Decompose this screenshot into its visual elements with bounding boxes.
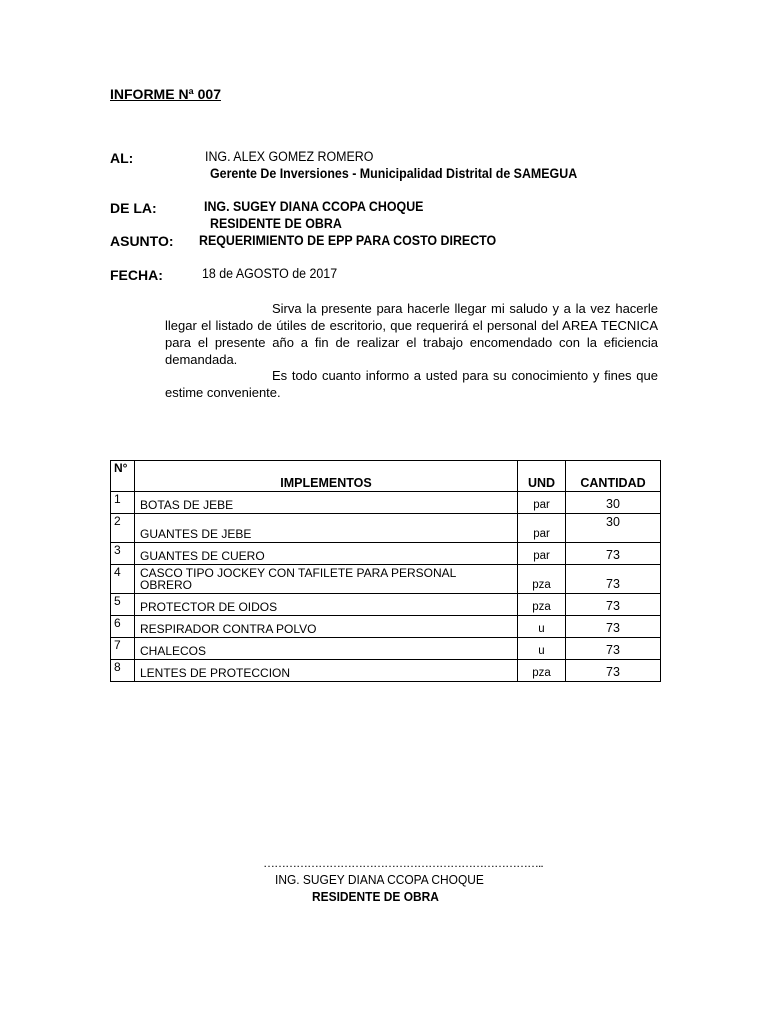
table-header-row bbox=[111, 461, 661, 492]
sender-position: RESIDENTE DE OBRA bbox=[210, 216, 342, 231]
table-row: 5 PROTECTOR DE OIDOS pza 73 bbox=[111, 594, 661, 616]
recipient-name: ING. ALEX GOMEZ ROMERO bbox=[205, 149, 374, 164]
signature-line: ………………………………………………………………….. bbox=[263, 856, 543, 870]
document-title: INFORME Nª 007 bbox=[110, 86, 221, 102]
signature-name: ING. SUGEY DIANA CCOPA CHOQUE bbox=[275, 872, 484, 887]
table-row: 4 CASCO TIPO JOCKEY CON TAFILETE PARA PERSONAL OBRERO pza 73 bbox=[111, 565, 661, 594]
table-row: 8 LENTES DE PROTECCION pza 73 bbox=[111, 660, 661, 682]
header-und: UND bbox=[518, 461, 566, 492]
header-num: N° bbox=[111, 461, 135, 492]
fecha-label: FECHA: bbox=[110, 267, 163, 283]
sender-name: ING. SUGEY DIANA CCOPA CHOQUE bbox=[204, 199, 424, 214]
de-label: DE LA: bbox=[110, 200, 157, 216]
subject-text: REQUERIMIENTO DE EPP PARA COSTO DIRECTO bbox=[199, 233, 497, 248]
body-paragraph-2: Es todo cuanto informo a usted para su conocimiento y fines que estime conveniente. bbox=[165, 368, 658, 400]
recipient-position: Gerente De Inversiones - Municipalidad Distrital de SAMEGUA bbox=[210, 166, 578, 181]
date-text: 18 de AGOSTO de 2017 bbox=[202, 266, 338, 281]
items-table bbox=[110, 460, 661, 682]
table-row: 2 GUANTES DE JEBE par 30 bbox=[111, 514, 661, 543]
body-paragraph-1: Sirva la presente para hacerle llegar mi saludo y a la vez hacerle llegar el listado de útiles de escritorio, que requerirá el personal del AREA TECNICA para el presente año a fin de realizar el trabajo encomendado con la eficiencia demandada. bbox=[165, 301, 658, 367]
al-label: AL: bbox=[110, 150, 134, 166]
table-row: 7 CHALECOS u 73 bbox=[111, 638, 661, 660]
header-cantidad: CANTIDAD bbox=[566, 461, 661, 492]
table-row: 3 GUANTES DE CUERO par 73 bbox=[111, 543, 661, 565]
table-row: 1 BOTAS DE JEBE par 30 bbox=[111, 492, 661, 514]
header-implementos: IMPLEMENTOS bbox=[135, 461, 518, 492]
signature-role: RESIDENTE DE OBRA bbox=[312, 889, 439, 904]
table-row: 6 RESPIRADOR CONTRA POLVO u 73 bbox=[111, 616, 661, 638]
asunto-label: ASUNTO: bbox=[110, 233, 174, 249]
